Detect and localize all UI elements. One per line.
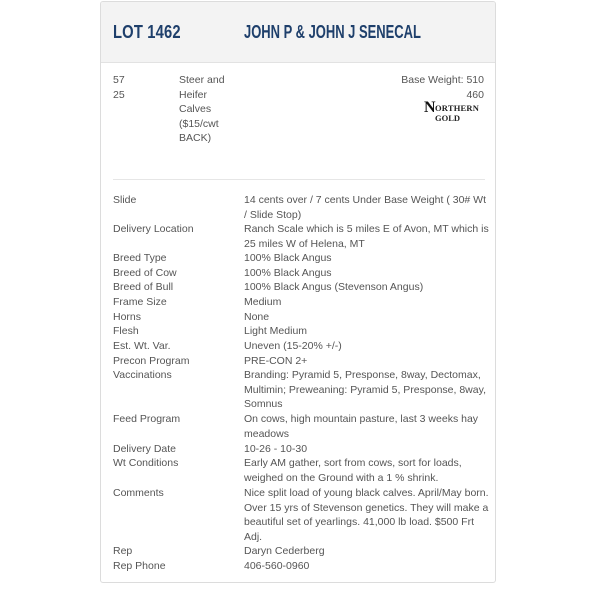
detail-value-comments: Nice split load of young black calves. April/May born. Over 15 yrs of Stevenson genetics. They will make a beautiful set of yearlings. 41,000 lb load. $500 Frt Adj. xyxy=(244,487,489,543)
detail-value-est-wt-var: Uneven (15-20% +/-) xyxy=(244,340,342,352)
seller-name: JOHN P & JOHN J SENECAL xyxy=(244,22,421,42)
detail-value-wt-conditions: Early AM gather, sort from cows, sort for loads, weighed on the Ground with a 1 % shrink. xyxy=(244,457,462,484)
head-count-steers: 57 xyxy=(113,74,125,86)
detail-label-horns: Horns xyxy=(113,311,142,323)
detail-label-breed-of-bull: Breed of Bull xyxy=(113,281,174,293)
detail-label-breed-type: Breed Type xyxy=(113,252,167,264)
detail-value-rep: Daryn Cederberg xyxy=(244,545,325,557)
detail-label-slide: Slide xyxy=(113,194,137,206)
lot-card xyxy=(100,1,496,583)
detail-value-vaccinations: Branding: Pyramid 5, Presponse, 8way, Dectomax, Multimin; Preweaning: Pyramid 5, Presponse, 8way, Somnus xyxy=(244,369,486,411)
lot-description: Steer and Heifer Calves ($15/cwt BACK) xyxy=(179,74,225,145)
detail-label-est-wt-var: Est. Wt. Var. xyxy=(113,340,171,352)
base-weight-heifers: 460 xyxy=(466,89,484,101)
logo-text-northern: ORTHERN xyxy=(435,103,480,113)
detail-value-flesh: Light Medium xyxy=(244,325,308,337)
logo-letter-n: N xyxy=(424,99,436,116)
detail-label-flesh: Flesh xyxy=(113,325,139,337)
detail-label-wt-conditions: Wt Conditions xyxy=(113,457,179,469)
detail-value-frame-size: Medium xyxy=(244,296,282,308)
detail-label-precon-program: Precon Program xyxy=(113,355,190,367)
detail-value-precon-program: PRE-CON 2+ xyxy=(244,355,308,367)
detail-label-comments: Comments xyxy=(113,487,164,499)
detail-label-rep: Rep xyxy=(113,545,133,557)
lot-number: LOT 1462 xyxy=(113,22,181,42)
detail-value-delivery-location: Ranch Scale which is 5 miles E of Avon, MT which is 25 miles W of Helena, MT xyxy=(244,223,489,250)
logo-text-gold: GOLD xyxy=(435,113,461,123)
detail-value-delivery-date: 10-26 - 10-30 xyxy=(244,443,308,455)
section-divider xyxy=(113,179,485,180)
detail-label-rep-phone: Rep Phone xyxy=(113,560,166,572)
detail-label-feed-program: Feed Program xyxy=(113,413,181,425)
detail-value-breed-of-bull: 100% Black Angus (Stevenson Angus) xyxy=(244,281,424,293)
base-weight-steers: Base Weight: 510 xyxy=(401,74,484,86)
detail-label-vaccinations: Vaccinations xyxy=(113,369,172,381)
detail-value-breed-of-cow: 100% Black Angus xyxy=(244,267,332,279)
head-count-heifers: 25 xyxy=(113,89,125,101)
detail-value-breed-type: 100% Black Angus xyxy=(244,252,332,264)
detail-label-frame-size: Frame Size xyxy=(113,296,167,308)
lot-header xyxy=(101,2,495,63)
detail-value-slide: 14 cents over / 7 cents Under Base Weight ( 30# Wt / Slide Stop) xyxy=(244,194,487,221)
detail-value-feed-program: On cows, high mountain pasture, last 3 weeks hay meadows xyxy=(244,413,479,440)
detail-value-rep-phone: 406-560-0960 xyxy=(244,560,310,572)
detail-label-breed-of-cow: Breed of Cow xyxy=(113,267,177,279)
detail-label-delivery-location: Delivery Location xyxy=(113,223,194,235)
detail-label-delivery-date: Delivery Date xyxy=(113,443,177,455)
northern-gold-logo xyxy=(424,99,486,128)
detail-value-horns: None xyxy=(244,311,270,323)
